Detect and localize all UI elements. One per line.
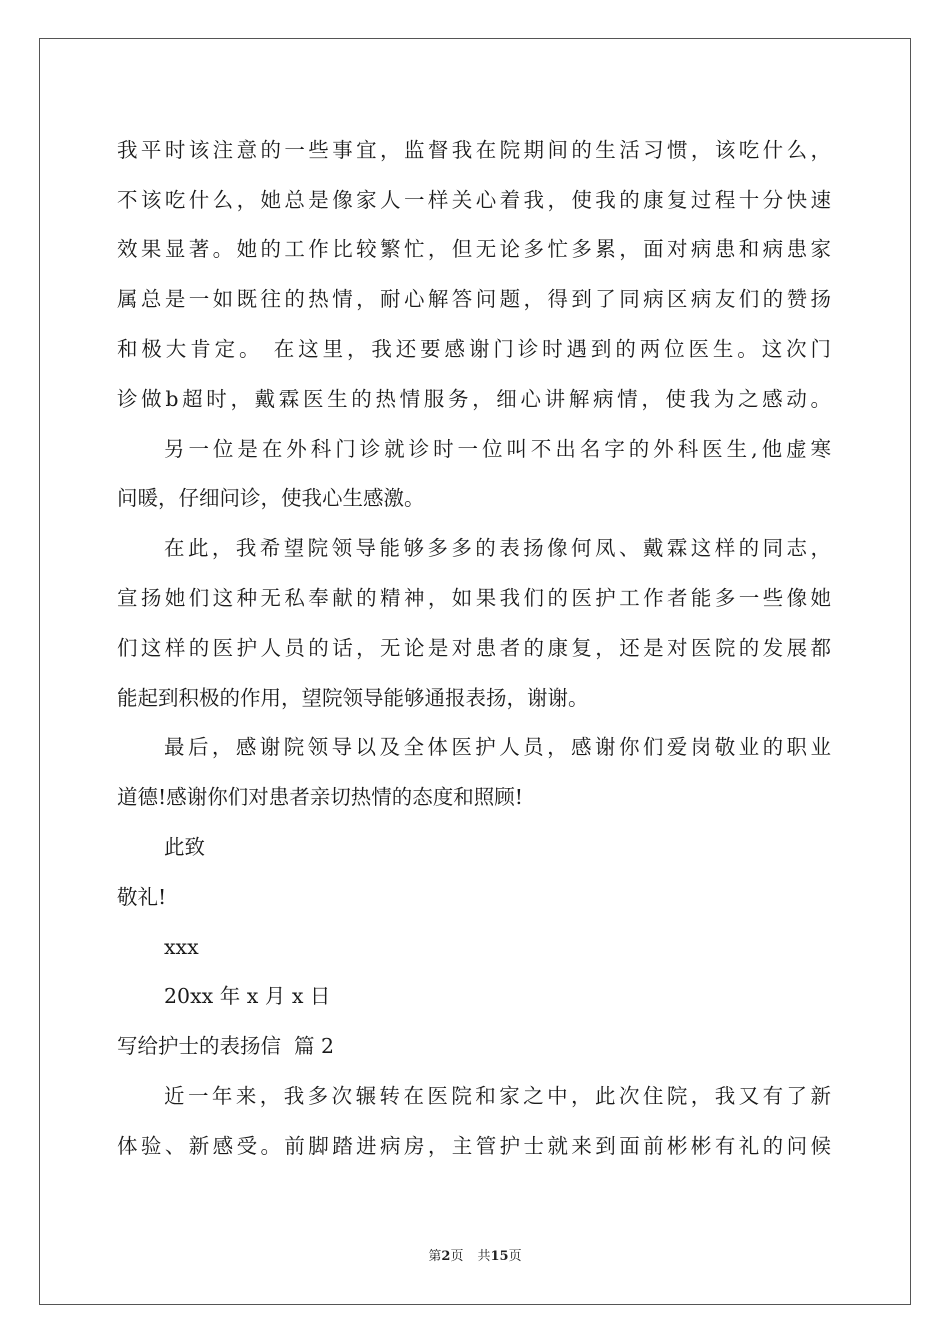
body-line: 问暖，仔细问诊，使我心生感激。 (117, 486, 425, 510)
body-line: 在此，我希望院领导能够多多的表扬像何凤、戴霖这样的同志， (164, 536, 831, 560)
total-unit: 页 (508, 1249, 522, 1264)
signature-name: xxx (164, 935, 199, 959)
page-prefix: 第 (428, 1249, 442, 1264)
body-line: 宣扬她们这种无私奉献的精神，如果我们的医护工作者能多一些像她 (117, 586, 831, 610)
page-unit: 页 (450, 1249, 464, 1264)
body-line: 体验、新感受。前脚踏进病房，主管护士就来到面前彬彬有礼的问候 (117, 1134, 831, 1158)
page-border (39, 38, 911, 1305)
body-line: 最后，感谢院领导以及全体医护人员，感谢你们爱岗敬业的职业 (164, 735, 831, 759)
body-line: 另一位是在外科门诊就诊时一位叫不出名字的外科医生,他虚寒 (164, 437, 831, 461)
page-number: 2 (441, 1249, 451, 1264)
body-line: 们这样的医护人员的话，无论是对患者的康复，还是对医院的发展都 (117, 636, 831, 660)
signature-date: 20xx 年 x 月 x 日 (164, 984, 331, 1008)
body-line: 诊做b超时，戴霖医生的热情服务，细心讲解病情，使我为之感动。 (117, 387, 831, 411)
body-line: 不该吃什么，她总是像家人一样关心着我，使我的康复过程十分快速 (117, 188, 831, 212)
section-heading: 写给护士的表扬信 篇 2 (117, 1034, 335, 1058)
total-pages: 15 (490, 1249, 509, 1264)
closing-regards: 敬礼! (117, 885, 167, 909)
total-prefix: 共 (477, 1249, 491, 1264)
closing-salutation: 此致 (164, 835, 205, 859)
body-line: 道德!感谢你们对患者亲切热情的态度和照顾! (117, 785, 523, 809)
body-line: 属总是一如既往的热情，耐心解答问题，得到了同病区病友们的赞扬 (117, 287, 831, 311)
body-line: 和极大肯定。 在这里，我还要感谢门诊时遇到的两位医生。这次门 (117, 337, 831, 361)
body-line: 效果显著。她的工作比较繁忙，但无论多忙多累，面对病患和病患家 (117, 237, 831, 261)
page-footer (0, 1249, 950, 1265)
body-line: 能起到积极的作用，望院领导能够通报表扬，谢谢。 (117, 686, 589, 710)
body-line: 我平时该注意的一些事宜，监督我在院期间的生活习惯，该吃什么， (117, 138, 831, 162)
body-line: 近一年来，我多次辗转在医院和家之中，此次住院，我又有了新 (164, 1084, 831, 1108)
